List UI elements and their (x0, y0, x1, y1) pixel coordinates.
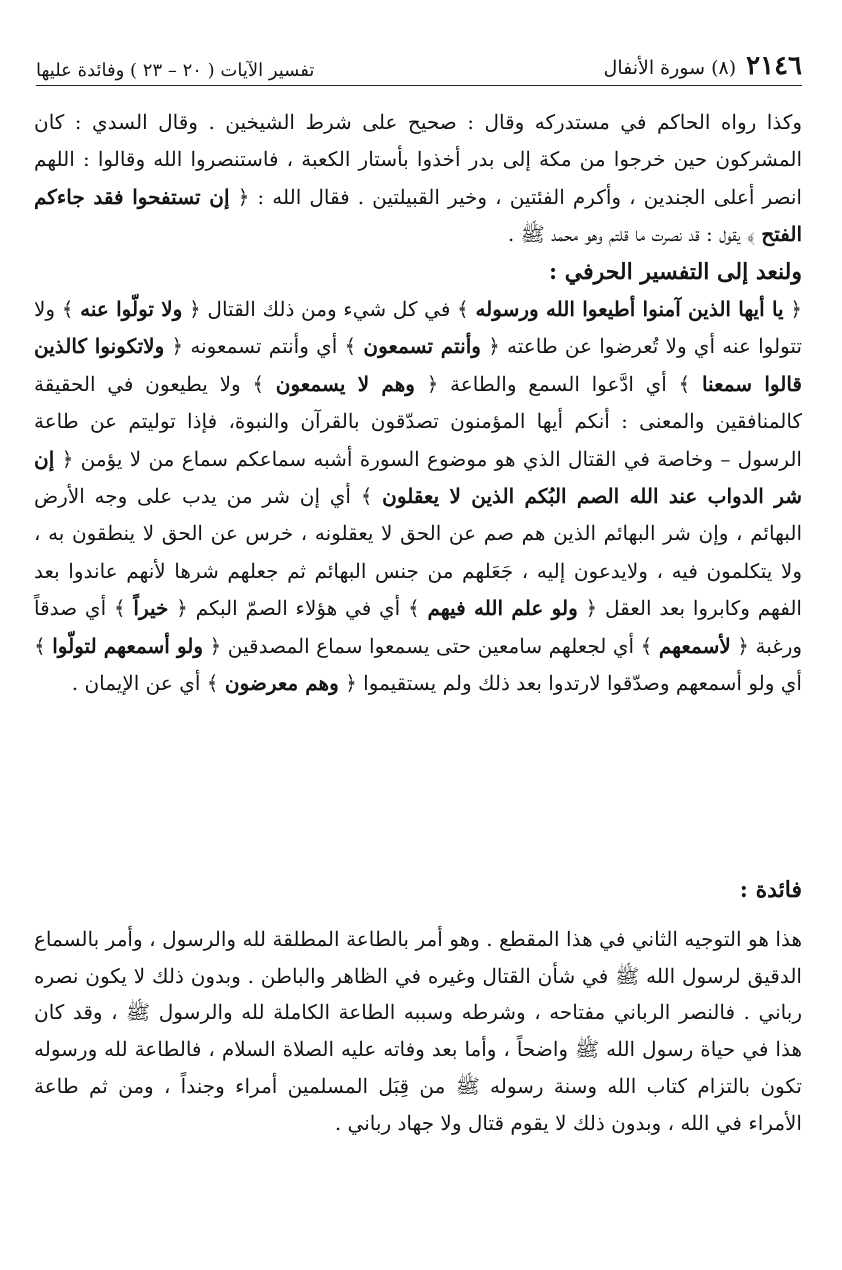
surah-name: (٨) سورة الأنفال (603, 57, 737, 79)
section-subheading: ولنعد إلى التفسير الحرفي : (548, 258, 802, 285)
quran-quote: إن شر الدواب عند الله الصم البُكم الذين لا يعقلون (34, 446, 802, 509)
quran-quote: ولو أسمعهم لتولّوا (52, 633, 204, 658)
quran-quote: وأنتم تسمعون (363, 334, 481, 359)
quran-quote: وهم لا يسمعون (275, 371, 415, 396)
quran-quote: ولا تولّوا عنه (80, 297, 183, 322)
quran-quote: لأسمعهم (658, 633, 731, 658)
paragraph-hadith: وكذا رواه الحاكم في مستدركه وقال : صحيح على شرط الشيخين . وقال السدي : كان المشركون حين خرجوا من مكة إلى بدر أخذوا بأستار الكعبة ، فاستنصروا الله وقالوا : اللهم انصر أعلى الجندين ، وأكرم الفئتين ، وخير القبيلتين . فقال الله : ﴿ إن تستفحوا فقد جاءكم الفتح ﴾ يقول : قد نصرت ما قلتم وهو محمد ﷺ . (34, 110, 803, 247)
running-header (36, 46, 802, 86)
faida-paragraph: هذا هو التوجيه الثاني في هذا المقطع . وهو أمر بالطاعة المطلقة لله والرسول ، وأمر بالسماع الدقيق لرسول الله ﷺ في شأن القتال وغيره في الظاهر والباطن . وبدون ذلك لا يكون نصره رباني . فالنصر الرباني مفتاحه ، وشرطه وسببه الطاعة الكاملة لله والرسول ﷺ ، وقد كان هذا في حياة رسول الله ﷺ واضحاً ، وأما بعد وفاته عليه الصلاة السلام ، فالطاعة لله ورسوله تكون بالتزام كتاب الله وسنة رسوله ﷺ من قِبَل المسلمين أمراء وجنداً ، ومن ثم طاعة الأمراء في الله ، وبدون ذلك لا يقوم قتال ولا جهاد رباني . (34, 926, 802, 1135)
main-text (34, 104, 802, 703)
quran-quote: وهم معرضون (224, 671, 339, 696)
quran-quote: خيراً (133, 596, 169, 621)
faida-title: فائدة : (739, 877, 802, 903)
faida-section (34, 872, 802, 1142)
quran-quote: ولاتكونوا كالذين قالوا سمعنا (34, 334, 802, 396)
page-number: ٢١٤٦ (746, 51, 802, 81)
quran-quote: إن تستفحوا فقد جاءكم الفتح (34, 184, 802, 247)
header-subject: تفسير الآيات ( ٢٠ – ٢٣ ) وفائدة عليها (36, 60, 315, 81)
quran-quote: يا أيها الذين آمنوا أطيعوا الله ورسوله (475, 297, 784, 322)
header-right (604, 51, 802, 81)
paragraph-tafsir: ﴿ يا أيها الذين آمنوا أطيعوا الله ورسوله ﴾ في كل شيء ومن ذلك القتال ﴿ ولا تولّوا عنه ﴾ ولا تتولوا عنه أي ولا تُعرضوا عن طاعته ﴿ وأنتم تسمعون ﴾ أي وأنتم تسمعونه ﴿ ولاتكونوا كالذين قالوا سمعنا ﴾ أي ادَّعوا السمع والطاعة ﴿ وهم لا يسمعون ﴾ ولا يطيعون في الحقيقة كالمنافقين والمعنى : أنكم أيها المؤمنون تصدّقون بالقرآن والنبوة، فإذا توليتم عن طاعة الرسول – وخاصة في القتال الذي هو موضوع السورة أشبه سماعكم سماع من لا يؤمن ﴿ إن شر الدواب عند الله الصم البُكم الذين لا يعقلون ﴾ أي إن شر من يدب على وجه الأرض البهائم ، وإن شر البهائم الذين هم صم عن الحق لا يعقلونه ، خرس عن الحق لا ينطقون به ، ولا يتكلمون فيه ، ولايدعون إليه ، جَعَلهم من جنس البهائم ثم جعلهم شرها لأنهم عاندوا بعد الفهم وكابروا بعد العقل ﴿ ولو علم الله فيهم ﴾ أي في هؤلاء الصمّ البكم ﴿ خيراً ﴾ أي صدقاً ورغبة ﴿ لأسمعهم ﴾ أي لجعلهم سامعين حتى يسمعوا سماع المصدقين ﴿ ولو أسمعهم لتولّوا ﴾ أي ولو أسمعهم وصدّقوا لارتدوا بعد ذلك ولم يستقيموا ﴿ وهم معرضون ﴾ أي عن الإيمان . (34, 297, 803, 696)
quran-quote: ولو علم الله فيهم (427, 596, 578, 621)
